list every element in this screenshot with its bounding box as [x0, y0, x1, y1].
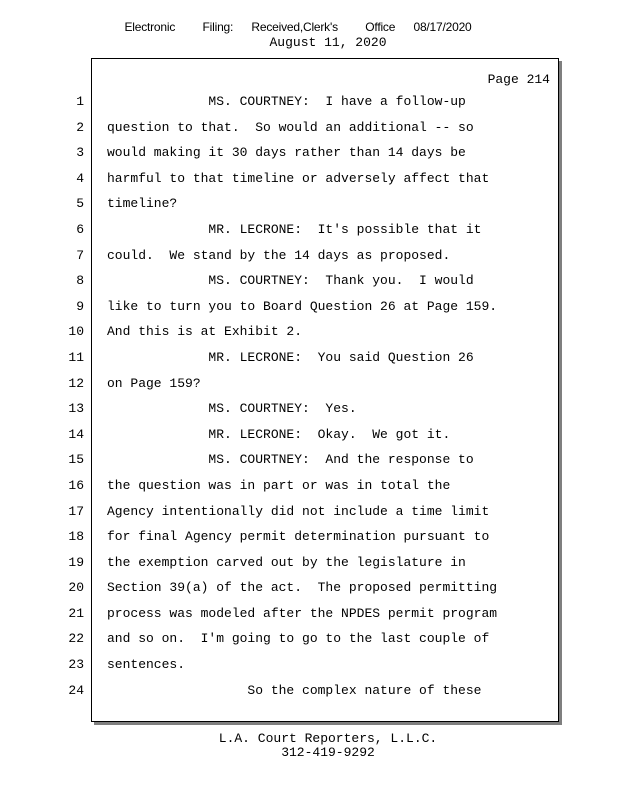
line-text: harmful to that timeline or adversely affect that — [107, 170, 490, 186]
line-number: 20 — [68, 580, 84, 596]
filing-stamp: Electronic Filing: Received,Clerk's Office 08/17/2020 — [124, 20, 472, 34]
line-text: So the complex nature of these — [107, 682, 482, 698]
reporter-company: L.A. Court Reporters, L.L.C. — [218, 731, 438, 746]
line-text: MS. COURTNEY: Thank you. I would — [107, 273, 474, 289]
transcript-lines — [0, 89, 618, 703]
line-number: 16 — [68, 477, 84, 493]
line-text: MR. LECRONE: You said Question 26 — [107, 349, 474, 365]
transcript-line — [0, 473, 618, 499]
line-text: MS. COURTNEY: And the response to — [107, 452, 474, 468]
line-number: 24 — [68, 682, 84, 698]
line-text: Agency intentionally did not include a time limit — [107, 503, 490, 519]
line-number: 12 — [68, 375, 84, 391]
line-number: 15 — [68, 452, 84, 468]
line-number: 23 — [68, 657, 84, 673]
line-number: 8 — [76, 273, 84, 289]
line-number: 6 — [76, 221, 84, 237]
line-text: process was modeled after the NPDES permit program — [107, 605, 498, 621]
line-text: question to that. So would an additional -- so — [107, 119, 474, 135]
transcript-line — [0, 396, 618, 422]
line-number: 5 — [76, 196, 84, 212]
reporter-phone: 312-419-9292 — [281, 745, 375, 760]
transcript-line — [0, 626, 618, 652]
line-number: 10 — [68, 324, 84, 340]
transcript-line — [0, 243, 618, 269]
line-number: 14 — [68, 426, 84, 442]
line-number: 11 — [68, 349, 84, 365]
line-number: 21 — [68, 605, 84, 621]
transcript-line — [0, 268, 618, 294]
transcript-line — [0, 217, 618, 243]
line-number: 18 — [68, 529, 84, 545]
line-number: 7 — [76, 247, 84, 263]
line-text: MS. COURTNEY: I have a follow-up — [107, 94, 466, 109]
transcript-line — [0, 550, 618, 576]
transcript-line — [0, 499, 618, 525]
line-text: And this is at Exhibit 2. — [107, 324, 303, 340]
transcript-line — [0, 345, 618, 371]
line-text: the exemption carved out by the legislature in — [107, 554, 466, 570]
line-number: 19 — [68, 554, 84, 570]
transcript-line — [0, 678, 618, 704]
transcript-line — [0, 191, 618, 217]
line-number: 13 — [68, 401, 84, 417]
line-text: like to turn you to Board Question 26 at Page 159. — [107, 298, 498, 314]
line-text: for final Agency permit determination pursuant to — [107, 529, 490, 545]
line-text: the question was in part or was in total the — [107, 477, 451, 493]
line-number: 2 — [76, 119, 84, 135]
line-text: would making it 30 days rather than 14 days be — [107, 145, 466, 161]
line-number: 4 — [76, 170, 84, 186]
line-text: and so on. I'm going to go to the last couple of — [107, 631, 490, 647]
line-text: sentences. — [107, 657, 186, 673]
transcript-line — [0, 422, 618, 448]
transcript-line — [0, 447, 618, 473]
line-number: 9 — [76, 298, 84, 314]
line-text: MR. LECRONE: It's possible that it — [107, 221, 482, 237]
transcript-line — [0, 166, 618, 192]
line-number: 22 — [68, 631, 84, 647]
transcript-line — [0, 319, 618, 345]
line-text: timeline? — [107, 196, 178, 212]
transcript-line — [0, 601, 618, 627]
transcript-line — [0, 371, 618, 397]
transcript-line — [0, 575, 618, 601]
line-number: 1 — [76, 94, 84, 109]
line-text: could. We stand by the 14 days as proposed. — [107, 247, 451, 263]
transcript-line — [0, 89, 618, 115]
line-number: 3 — [76, 145, 84, 161]
line-text: on Page 159? — [107, 375, 201, 391]
line-text: MR. LECRONE: Okay. We got it. — [107, 426, 451, 442]
line-text: Section 39(a) of the act. The proposed permitting — [107, 580, 498, 596]
page-number: Page 214 — [487, 72, 550, 87]
transcript-line — [0, 115, 618, 141]
transcript-line — [0, 652, 618, 678]
line-number: 17 — [68, 503, 84, 519]
hearing-date: August 11, 2020 — [269, 35, 387, 50]
line-text: MS. COURTNEY: Yes. — [107, 401, 357, 417]
transcript-line — [0, 294, 618, 320]
page-footer — [0, 732, 618, 760]
transcript-line — [0, 140, 618, 166]
transcript-line — [0, 524, 618, 550]
